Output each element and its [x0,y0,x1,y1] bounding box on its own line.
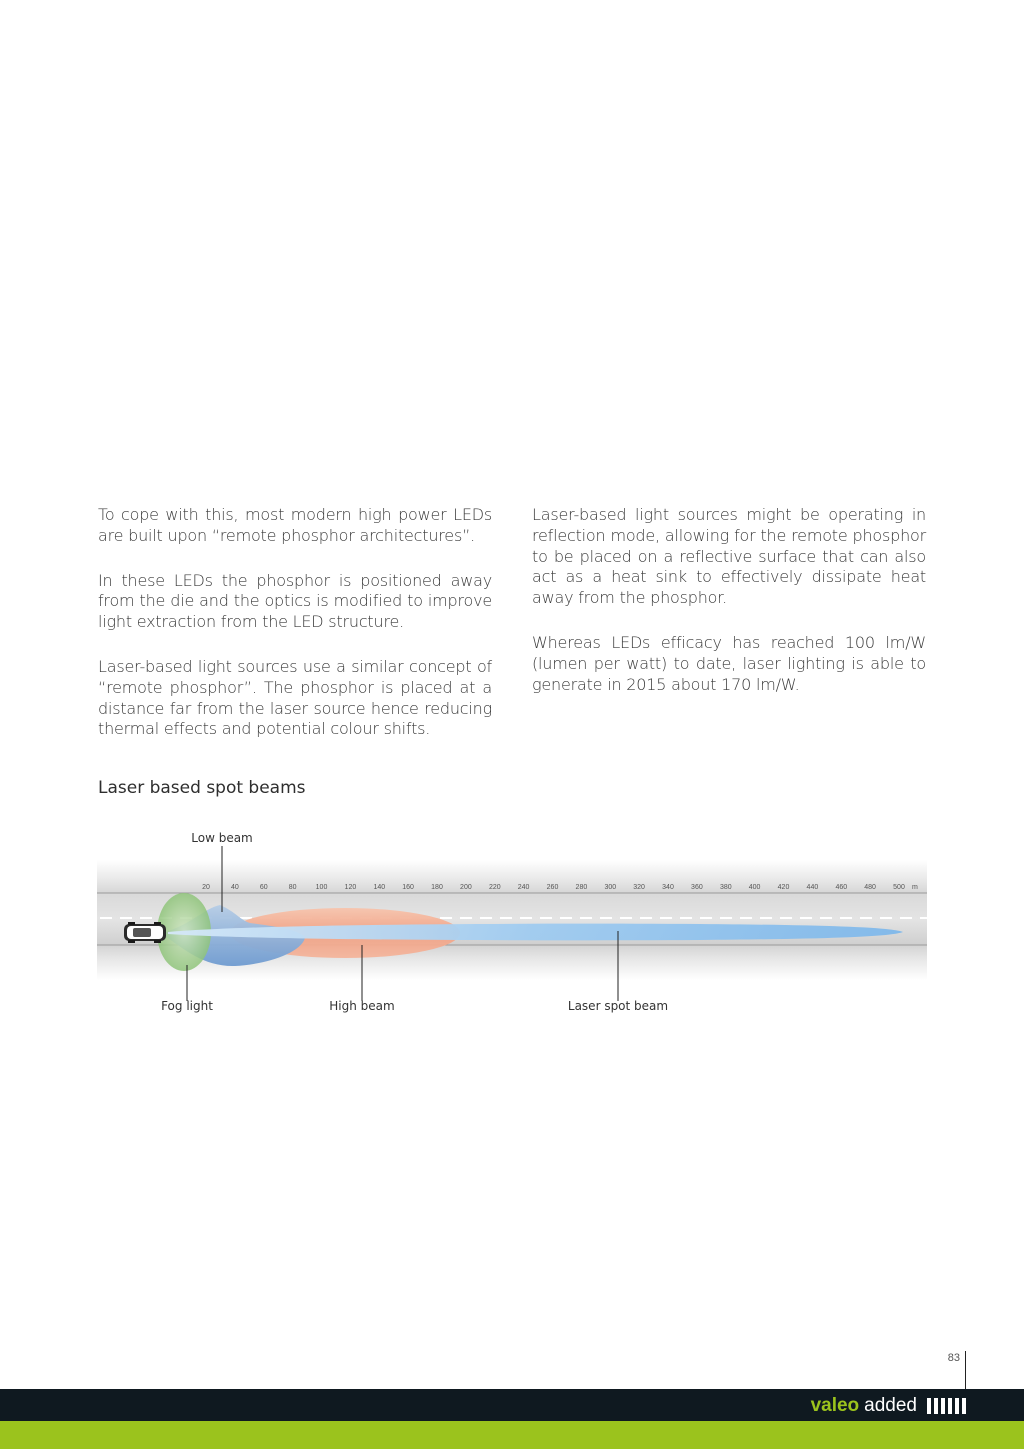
logo-suffix: added [864,1395,917,1416]
paragraph: To cope with this, most modern high power LEDs are built upon “remote phosphor architectures”. [98,505,492,545]
paragraph: In these LEDs the phosphor is positioned away from the die and the optics is modified to improve light extraction from the LED structure. [98,570,492,632]
fog-light-label: Fog light [161,999,213,1013]
scale-tick-label: 200 [460,884,472,891]
beam-diagram [0,820,1024,1030]
footer-green-band [0,1421,1024,1449]
car-icon [124,922,166,943]
scale-tick-label: 120 [344,884,357,891]
scale-tick-label: 40 [231,884,239,891]
scale-tick-label: 440 [806,884,819,891]
paragraph: Laser-based light sources use a similar concept of “remote phosphor”. The phosphor is placed at a distance far from the laser source hence reducing thermal effects and potential colour shifts. [98,656,492,739]
laser-spot-beam-label: Laser spot beam [567,999,669,1013]
scale-tick-label: 300 [604,884,617,891]
page-number-rule [965,1351,966,1393]
scale-tick-label: 340 [662,884,674,891]
low-beam-label: Low beam [191,831,253,845]
section-title: Laser based spot beams [98,778,306,798]
scale-tick-label: 380 [719,884,732,891]
scale-tick-label: 500 [893,884,905,891]
scale-tick-label: 400 [748,884,761,891]
scale-tick-label: 80 [288,884,297,891]
text-column-right [532,505,926,719]
scale-tick-label: 220 [488,884,501,891]
paragraph: Whereas LEDs efficacy has reached 100 lm/W (lumen per watt) to date, laser lighting is able to generate in 2015 about 170 lm/W. [532,632,926,694]
scale-tick-label: 260 [546,884,559,891]
scale-tick-label: 240 [517,884,530,891]
high-beam-label: High beam [329,999,395,1013]
scale-unit: m [912,884,918,891]
text-column-left [98,505,492,764]
scale-tick-label: 160 [402,884,414,891]
scale-tick-label: 320 [633,884,645,891]
scale-tick-label: 140 [373,884,386,891]
scale-tick-label: 460 [835,884,848,891]
page-number: 83 [947,1352,960,1364]
scale-tick-label: 20 [202,884,210,891]
scale-tick-label: 180 [431,884,443,891]
scale-tick-label: 480 [864,884,876,891]
scale-tick-label: 100 [315,884,328,891]
scale-tick-label: 60 [259,884,268,891]
scale-tick-label: 360 [691,884,703,891]
scale-tick-label: 280 [575,884,588,891]
logo-brand: valeo [810,1395,860,1416]
valeo-logo [811,1395,966,1417]
paragraph: Laser-based light sources might be operating in reflection mode, allowing for the remote phosphor to be placed on a reflective surface that can also act as a heat sink to effectively dissipate heat away from the phosphor. [532,505,926,608]
logo-bars-icon [927,1398,966,1414]
scale-tick-label: 420 [777,884,790,891]
